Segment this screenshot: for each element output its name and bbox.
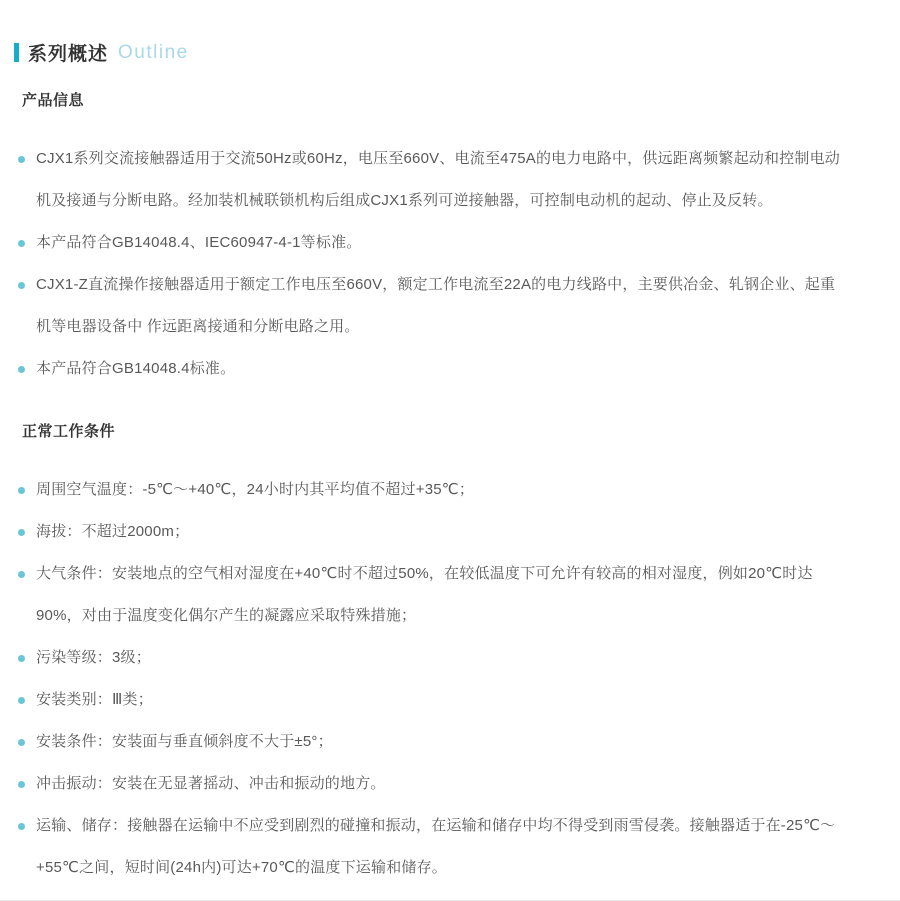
working-conditions-list — [0, 469, 900, 889]
list-item — [0, 805, 846, 889]
list-item — [0, 469, 846, 511]
product-info-list — [0, 138, 900, 390]
bullet-icon — [18, 529, 25, 536]
subsection-heading-working-conditions: 正常工作条件 — [22, 423, 116, 440]
series-outline-header — [0, 0, 900, 66]
list-item — [0, 264, 846, 348]
bullet-icon — [18, 571, 25, 578]
list-item-text: 海拔：不超过2000m； — [36, 523, 190, 540]
bullet-icon — [18, 781, 25, 788]
list-item-text: CJX1-Z直流操作接触器适用于额定工作电压至660V，额定工作电流至22A的电力线路中，主要供冶金、轧钢企业、起重机等电器设备中 作远距离接通和分断电路之用。 — [36, 276, 836, 335]
bullet-icon — [18, 487, 25, 494]
bullet-icon — [18, 366, 25, 373]
list-item — [0, 763, 846, 805]
header-title-cn: 系列概述 — [28, 44, 109, 65]
list-item-text: 本产品符合GB14048.4、IEC60947-4-1等标准。 — [36, 234, 362, 251]
bullet-icon — [18, 282, 25, 289]
accent-bar — [14, 43, 19, 62]
list-item-text: 大气条件：安装地点的空气相对湿度在+40℃时不超过50%，在较低温度下可允许有较高的相对湿度，例如20℃时达90%，对由于温度变化偶尔产生的凝露应采取特殊措施； — [36, 565, 813, 624]
list-item-text: 安装条件：安装面与垂直倾斜度不大于±5°； — [36, 733, 333, 750]
list-item-text: 安装类别：Ⅲ类； — [36, 691, 153, 708]
list-item-text: CJX1系列交流接触器适用于交流50Hz或60Hz，电压至660V、电流至475A的电力电路中，供远距离频繁起动和控制电动机及接通与分断电路。经加装机械联锁机构后组成CJX1系列可逆接触器，可控制电动机的起动、停止及反转。 — [36, 150, 840, 209]
bullet-icon — [18, 739, 25, 746]
bullet-icon — [18, 823, 25, 830]
list-item-text: 运输、储存：接触器在运输中不应受到剧烈的碰撞和振动，在运输和储存中均不得受到雨雪侵袭。接触器适于在-25℃～+55℃之间，短时间(24h内)可达+70℃的温度下运输和储存。 — [36, 817, 836, 876]
list-item — [0, 679, 846, 721]
list-item — [0, 637, 846, 679]
bullet-icon — [18, 697, 25, 704]
list-item — [0, 138, 846, 222]
list-item-text: 污染等级：3级； — [36, 649, 151, 666]
bullet-icon — [18, 655, 25, 662]
list-item-text: 周围空气温度：-5℃～+40℃，24小时内其平均值不超过+35℃； — [36, 481, 475, 498]
list-item — [0, 348, 846, 390]
list-item — [0, 553, 846, 637]
header-title-en: Outline — [118, 41, 189, 63]
list-item-text: 冲击振动：安装在无显著摇动、冲击和振动的地方。 — [36, 775, 386, 792]
list-item — [0, 222, 846, 264]
subsection-heading-product-info: 产品信息 — [22, 92, 85, 109]
bullet-icon — [18, 240, 25, 247]
bullet-icon — [18, 156, 25, 163]
list-item — [0, 511, 846, 553]
list-item-text: 本产品符合GB14048.4标准。 — [36, 360, 236, 377]
list-item — [0, 721, 846, 763]
